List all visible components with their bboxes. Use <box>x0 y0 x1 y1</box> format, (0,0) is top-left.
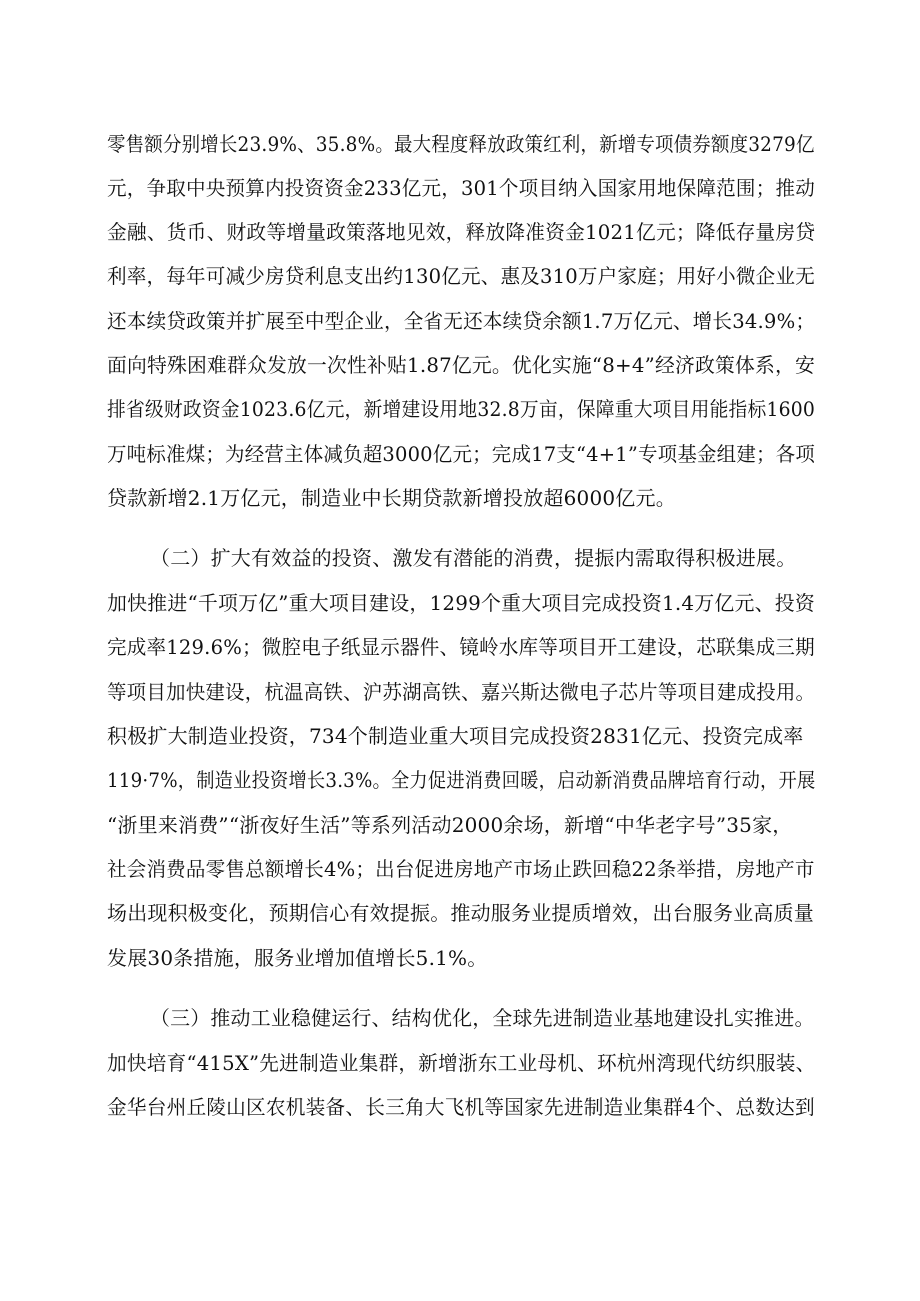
text-line: 发展30条措施，服务业增加值增长5.1%。 <box>107 946 488 970</box>
text-line: 等项目加快建设，杭温高铁、沪苏湖高铁、嘉兴斯达微电子芯片等项目建成投用。 <box>107 680 816 704</box>
text-line: 元，争取中央预算内投资资金233亿元，301个项目纳入国家用地保障范围；推动 <box>107 176 815 200</box>
text-line: 金融、货币、财政等增量政策落地见效，释放降准资金1021亿元；降低存量房贷 <box>107 220 816 244</box>
text-line: 加快培育“415X”先进制造业集群，新增浙东工业母机、环杭州湾现代纺织服装、 <box>107 1051 816 1075</box>
text-line: 还本续贷政策并扩展至中型企业，全省无还本续贷余额1.7万亿元、增长34.9%； <box>107 309 816 333</box>
text-line: 加快推进“千项万亿”重大项目建设，1299个重大项目完成投资1.4万亿元、投资 <box>107 591 815 615</box>
text-line: 金华台州丘陵山区农机装备、长三角大飞机等国家先进制造业集群4个、总数达到 <box>107 1095 815 1119</box>
text-line: 完成率129.6%；微腔电子纸显示器件、镜岭水库等项目开工建设，芯联集成三期 <box>107 635 815 659</box>
text-line: 贷款新增2.1万亿元，制造业中长期贷款新增投放超6000亿元。 <box>107 486 676 510</box>
section-heading: （三）推动工业稳健运行、结构优化，全球先进制造业基地建设扎实推进。 <box>150 1006 815 1030</box>
text-line: 社会消费品零售总额增长4%；出台促进房地产市场止跌回稳22条举措，房地产市 <box>107 857 815 881</box>
text-line: 119·7%，制造业投资增长3.3%。全力促进消费回暖，启动新消费品牌培育行动，开展 <box>107 768 816 792</box>
text-line: 场出现积极变化，预期信心有效提振。推动服务业提质增效，出台服务业高质量 <box>107 901 814 925</box>
text-line: 排省级财政资金1023.6亿元，新增建设用地32.8万亩，保障重大项目用能指标1600 <box>107 397 816 421</box>
text-line: “浙里来消费”“浙夜好生活”等系列活动2000余场，新增“中华老字号”35家， <box>107 813 793 837</box>
text-line: 利率，每年可减少房贷利息支出约130亿元、惠及310万户家庭；用好小微企业无 <box>107 264 815 288</box>
section-heading: （二）扩大有效益的投资、激发有潜能的消费，提振内需取得积极进展。 <box>150 546 797 570</box>
text-line: 零售额分别增长23.9%、35.8%。最大程度释放政策红利，新增专项债券额度3279亿 <box>107 132 815 156</box>
text-line: 面向特殊困难群众发放一次性补贴1.87亿元。优化实施“8+4”经济政策体系，安 <box>107 353 815 377</box>
text-line: 积极扩大制造业投资，734个制造业重大项目完成投资2831亿元、投资完成率 <box>107 724 804 748</box>
text-line: 万吨标准煤；为经营主体减负超3000亿元；完成17支“4+1”专项基金组建；各项 <box>107 442 816 466</box>
